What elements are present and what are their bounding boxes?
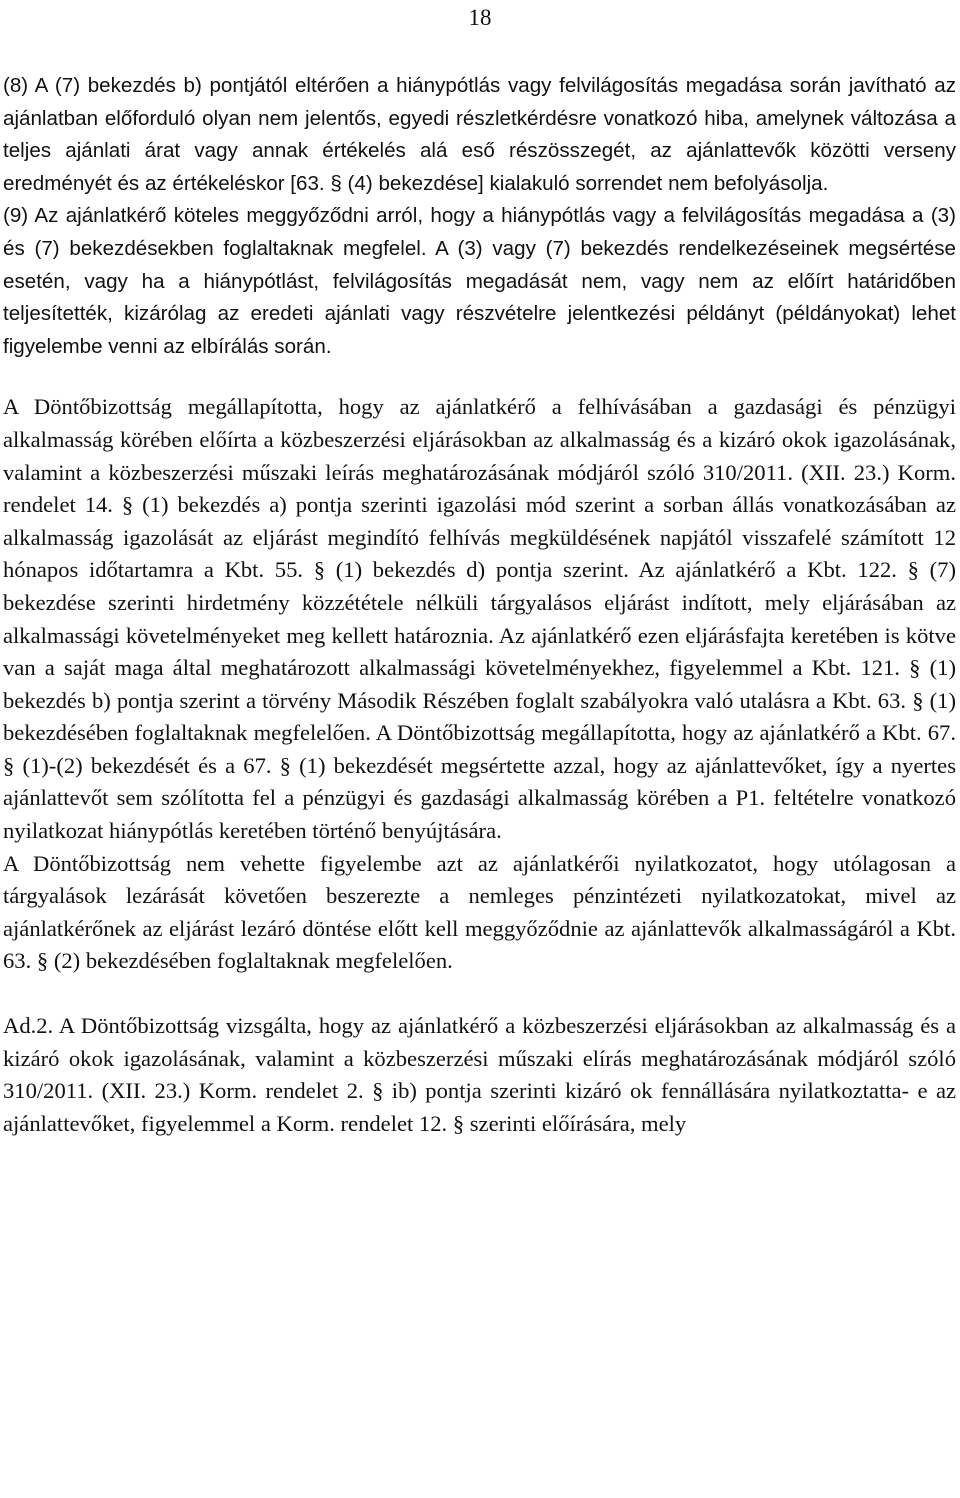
paragraph-findings: A Döntőbizottság megállapította, hogy az ajánlatkérő a felhívásában a gazdasági és pénzügyi alkalmasság körében előírta a közbeszerzési eljárásokban az alkalmasság és a kizáró okok igazolásának, valamint a közbeszerzési műszaki leírás meghatározásának módjáról szóló 310/2011. (XII. 23.) Korm. rendelet 14. § (1) bekezdés a) pontja szerinti igazolási mód szerint a sorban állás vonatkozásában az alkalmasság igazolását az eljárást megindító felhívás megküldésének napjától visszafelé számított 12 hónapos időtartamra a Kbt. 55. § (1) bekezdés d) pontja szerint. Az ajánlatkérő a Kbt. 122. § (7) bekezdése szerinti hirdetmény közzététele nélküli tárgyalásos eljárást indított, mely eljárásában az alkalmassági követelményeket meg kellett határoznia. Az ajánlatkérő ezen eljárásfajta keretében is kötve van a saját maga által meghatározott alkalmassági követelményekhez, figyelemmel a Kbt. 121. § (1) bekezdés b) pontja szerint a törvény Második Részében foglalt szabályokra való utalásra a Kbt. 63. § (1) bekezdésében foglaltaknak megfelelően. A Döntőbizottság megállapította, hogy az ajánlatkérő a Kbt. 67. § (1)-(2) bekezdését és a 67. § (1) bekezdését megsértette azzal, hogy az ajánlattevőket, így a nyertes ajánlattevőt sem szólította fel a pénzügyi és gazdasági alkalmasság körében a P1. feltételre vonatkozó nyilatkozat hiánypótlás keretében történő benyújtására. xyxy=(3,394,956,844)
page-number: 18 xyxy=(468,5,492,30)
paragraph-ad-2: Ad.2. A Döntőbizottság vizsgálta, hogy az ajánlatkérő a közbeszerzési eljárásokban az alkalmasság és a kizáró okok igazolásának, valamint a közbeszerzési műszaki elírás meghatározásának módjáról szóló 310/2011. (XII. 23.) Korm. rendelet 2. § ib) pontja szerinti kizáró ok fennállására nyilatkoztatta- e az ajánlattevőket, figyelemmel a Korm. rendelet 12. § szerinti előírására, mely xyxy=(3,1013,956,1136)
document-body xyxy=(3,70,956,1140)
paragraph-section-9: (9) Az ajánlatkérő köteles meggyőződni arról, hogy a hiánypótlás vagy a felvilágosítás megadása a (3) és (7) bekezdésekben foglaltaknak megfelel. A (3) vagy (7) bekezdés rendelkezéseinek megsértése esetén, vagy ha a hiánypótlást, felvilágosítás megadását nem, vagy nem az előírt határidőben teljesítették, kizárólag az eredeti ajánlati vagy részvételre jelentkezési példányt (példányokat) lehet figyelembe venni az elbírálás során. xyxy=(3,204,956,358)
paragraph-findings-continued: A Döntőbizottság nem vehette figyelembe azt az ajánlatkérői nyilatkozatot, hogy utólagosan a tárgyalások lezárását követően beszerezte a nemleges pénzintézeti nyilatkozatokat, mivel az ajánlatkérőnek az eljárást lezáró döntése előtt kell meggyőződnie az ajánlattevők alkalmasságáról a Kbt. 63. § (2) bekezdésében foglaltaknak megfelelően. xyxy=(3,850,956,974)
paragraph-section-8: (8) A (7) bekezdés b) pontjától eltérően a hiánypótlás vagy felvilágosítás megadása során javítható az ajánlatban előforduló olyan nem jelentős, egyedi részletkérdésre vonatkozó hiba, amelynek változása a teljes ajánlati árat vagy annak értékelés alá eső részösszegét, az ajánlattevők közötti verseny eredményét és az értékeléskor [63. § (4) bekezdése] kialakuló sorrendet nem befolyásolja. xyxy=(3,74,956,195)
